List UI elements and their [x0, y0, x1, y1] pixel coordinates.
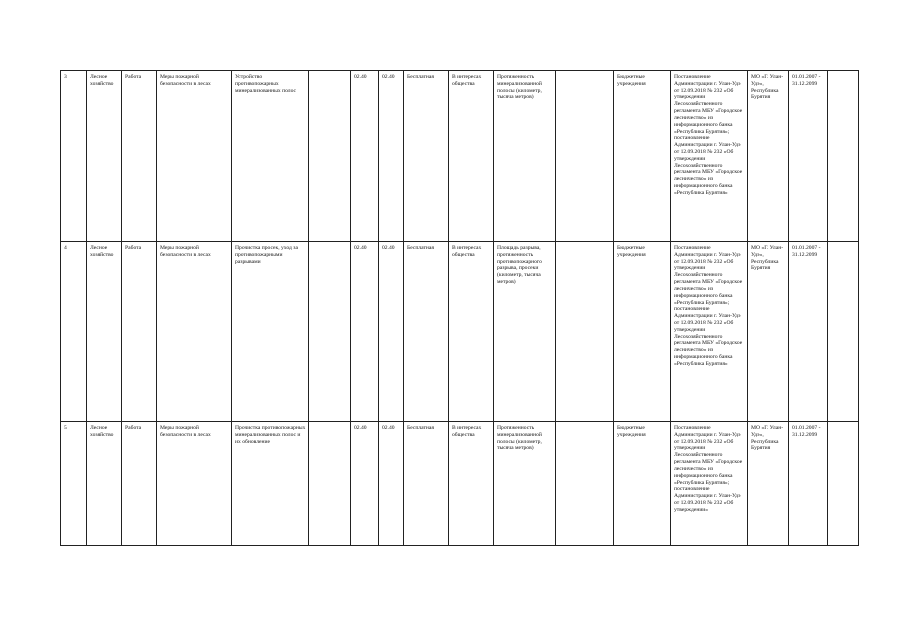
- basis-cell: Постановление Администрации г. Улан-Удэ от 12.09.2018 № 232 «Об утверждении Лесохозяйственного регламента МБУ «Городское лесничество» из информационного банка «Республика Бурятия»; постановление Администрации г. Улан-Удэ от 12.09.2018 № 232 «Об утверждении Лесохозяйственного регламента МБУ «Городское лесничество» из информационного банка «Республика Бурятия»: [671, 71, 748, 242]
- activity-cell: Меры пожарной безопасности в лесах: [157, 71, 232, 242]
- empty-cell: [828, 71, 859, 242]
- interest-cell: В интересах общества: [449, 242, 494, 422]
- indicator-cell: Площадь разрыва, протяженность противопожарного разрыва, просеки (километр, тысяча метров): [494, 242, 556, 422]
- sector-cell: Лесное хозяйство: [87, 422, 122, 546]
- interest-cell: В интересах общества: [449, 422, 494, 546]
- indicator-cell: Протяженность минерализованной полосы (километр, тысяча метров): [494, 422, 556, 546]
- sector-cell: Лесное хозяйство: [87, 242, 122, 422]
- institution-cell: Бюджетные учреждения: [614, 71, 671, 242]
- code-cell: 02.40: [351, 422, 379, 546]
- content-cell: Прочистка противопожарных минерализованных полос и их обновление: [232, 422, 309, 546]
- period-cell: 01.01.2007 - 31.12.2099: [789, 71, 828, 242]
- kind-cell: Работа: [122, 422, 157, 546]
- founder-cell: МО «Г. Улан-Удэ», Республика Бурятия: [748, 242, 789, 422]
- empty-cell: [309, 242, 351, 422]
- code-cell: 02.40: [379, 422, 404, 546]
- institution-cell: Бюджетные учреждения: [614, 422, 671, 546]
- code-cell: 02.40: [351, 242, 379, 422]
- period-cell: 01.01.2007 - 31.12.2099: [789, 422, 828, 546]
- activity-cell: Меры пожарной безопасности в лесах: [157, 242, 232, 422]
- code-cell: 02.40: [379, 71, 404, 242]
- empty-cell: [309, 71, 351, 242]
- table-row: [61, 422, 859, 546]
- content-cell: Прочистка просек, уход за противопожарными разрывами: [232, 242, 309, 422]
- row-number: 5: [61, 422, 87, 546]
- period-cell: 01.01.2007 - 31.12.2099: [789, 242, 828, 422]
- payment-cell: Бесплатная: [404, 242, 449, 422]
- kind-cell: Работа: [122, 242, 157, 422]
- basis-cell: Постановление Администрации г. Улан-Удэ от 12.09.2018 № 232 «Об утверждении Лесохозяйственного регламента МБУ «Городское лесничество» из информационного банка «Республика Бурятия»; постановление Администрации г. Улан-Удэ от 12.09.2018 № 232 «Об утверждении»: [671, 422, 748, 546]
- activity-cell: Меры пожарной безопасности в лесах: [157, 422, 232, 546]
- empty-cell: [556, 422, 614, 546]
- founder-cell: МО «Г. Улан-Удэ», Республика Бурятия: [748, 422, 789, 546]
- empty-cell: [828, 422, 859, 546]
- table-row: [61, 71, 859, 242]
- institution-cell: Бюджетные учреждения: [614, 242, 671, 422]
- row-number: 4: [61, 242, 87, 422]
- sector-cell: Лесное хозяйство: [87, 71, 122, 242]
- basis-cell: Постановление Администрации г. Улан-Удэ от 12.09.2018 № 232 «Об утверждении Лесохозяйственного регламента МБУ «Городское лесничество» из информационного банка «Республика Бурятия»; постановление Администрации г. Улан-Удэ от 12.09.2018 № 232 «Об утверждении Лесохозяйственного регламента МБУ «Городское лесничество» из информационного банка «Республика Бурятия»: [671, 242, 748, 422]
- empty-cell: [556, 242, 614, 422]
- registry-table: [60, 70, 859, 546]
- founder-cell: МО «Г. Улан-Удэ», Республика Бурятия: [748, 71, 789, 242]
- table-row: [61, 242, 859, 422]
- empty-cell: [828, 242, 859, 422]
- indicator-cell: Протяженность минерализованной полосы (километр, тысяча метров): [494, 71, 556, 242]
- empty-cell: [309, 422, 351, 546]
- payment-cell: Бесплатная: [404, 71, 449, 242]
- content-cell: Устройство противопожарных минерализованных полос: [232, 71, 309, 242]
- payment-cell: Бесплатная: [404, 422, 449, 546]
- row-number: 3: [61, 71, 87, 242]
- code-cell: 02.40: [351, 71, 379, 242]
- code-cell: 02.40: [379, 242, 404, 422]
- empty-cell: [556, 71, 614, 242]
- interest-cell: В интересах общества: [449, 71, 494, 242]
- kind-cell: Работа: [122, 71, 157, 242]
